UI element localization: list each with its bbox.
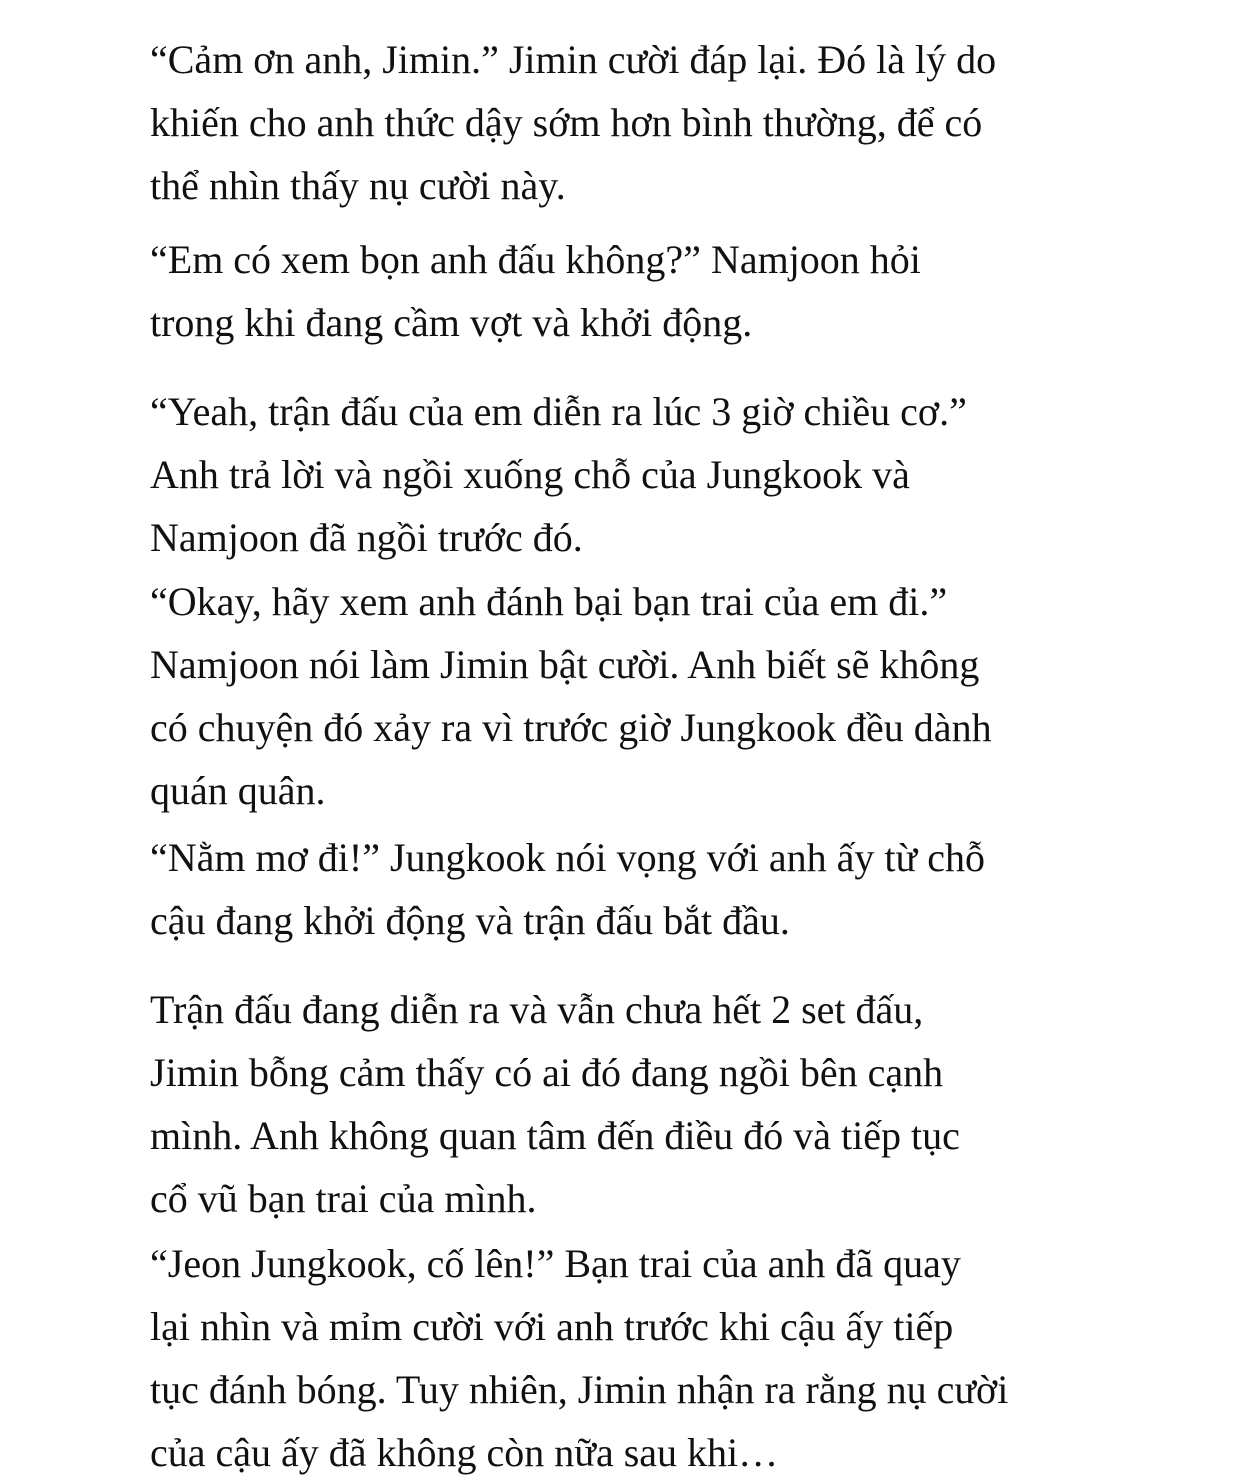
text-line: Namjoon đã ngồi trước đó. [150, 515, 583, 560]
text-line: của cậu ấy đã không còn nữa sau khi… [150, 1430, 779, 1475]
paragraph-3 [150, 380, 1150, 569]
text-line: “Nằm mơ đi!” Jungkook nói vọng với anh ấy từ chỗ [150, 835, 985, 880]
text-line: tục đánh bóng. Tuy nhiên, Jimin nhận ra rằng nụ cười [150, 1367, 1009, 1412]
text-line: Namjoon nói làm Jimin bật cười. Anh biết sẽ không [150, 642, 980, 687]
text-line: mình. Anh không quan tâm đến điều đó và tiếp tục [150, 1113, 960, 1158]
paragraph-7 [150, 1232, 1150, 1484]
text-line: trong khi đang cầm vợt và khởi động. [150, 300, 753, 345]
text-line: Trận đấu đang diễn ra và vẫn chưa hết 2 set đấu, [150, 987, 924, 1032]
text-line: “Okay, hãy xem anh đánh bại bạn trai của em đi.” [150, 579, 948, 624]
text-line: có chuyện đó xảy ra vì trước giờ Jungkook đều dành [150, 705, 992, 750]
paragraph-4 [150, 570, 1150, 822]
text-line: cổ vũ bạn trai của mình. [150, 1176, 537, 1221]
text-line: “Yeah, trận đấu của em diễn ra lúc 3 giờ chiều cơ.” [150, 389, 967, 434]
paragraph-5 [150, 826, 1150, 952]
paragraph-6 [150, 978, 1150, 1230]
text-line: quán quân. [150, 768, 326, 813]
text-line: “Cảm ơn anh, Jimin.” Jimin cười đáp lại. Đó là lý do [150, 37, 997, 82]
text-line: “Em có xem bọn anh đấu không?” Namjoon hỏi [150, 237, 921, 282]
text-line: cậu đang khởi động và trận đấu bắt đầu. [150, 898, 790, 943]
text-line: thể nhìn thấy nụ cười này. [150, 163, 566, 208]
text-line: Jimin bỗng cảm thấy có ai đó đang ngồi bên cạnh [150, 1050, 944, 1095]
text-line: Anh trả lời và ngồi xuống chỗ của Jungkook và [150, 452, 910, 497]
text-line: lại nhìn và mỉm cười với anh trước khi cậu ấy tiếp [150, 1304, 954, 1349]
text-line: “Jeon Jungkook, cố lên!” Bạn trai của anh đã quay [150, 1241, 961, 1286]
text-line: khiến cho anh thức dậy sớm hơn bình thường, để có [150, 100, 983, 145]
paragraph-2 [150, 228, 1150, 354]
paragraph-1 [150, 28, 1150, 217]
